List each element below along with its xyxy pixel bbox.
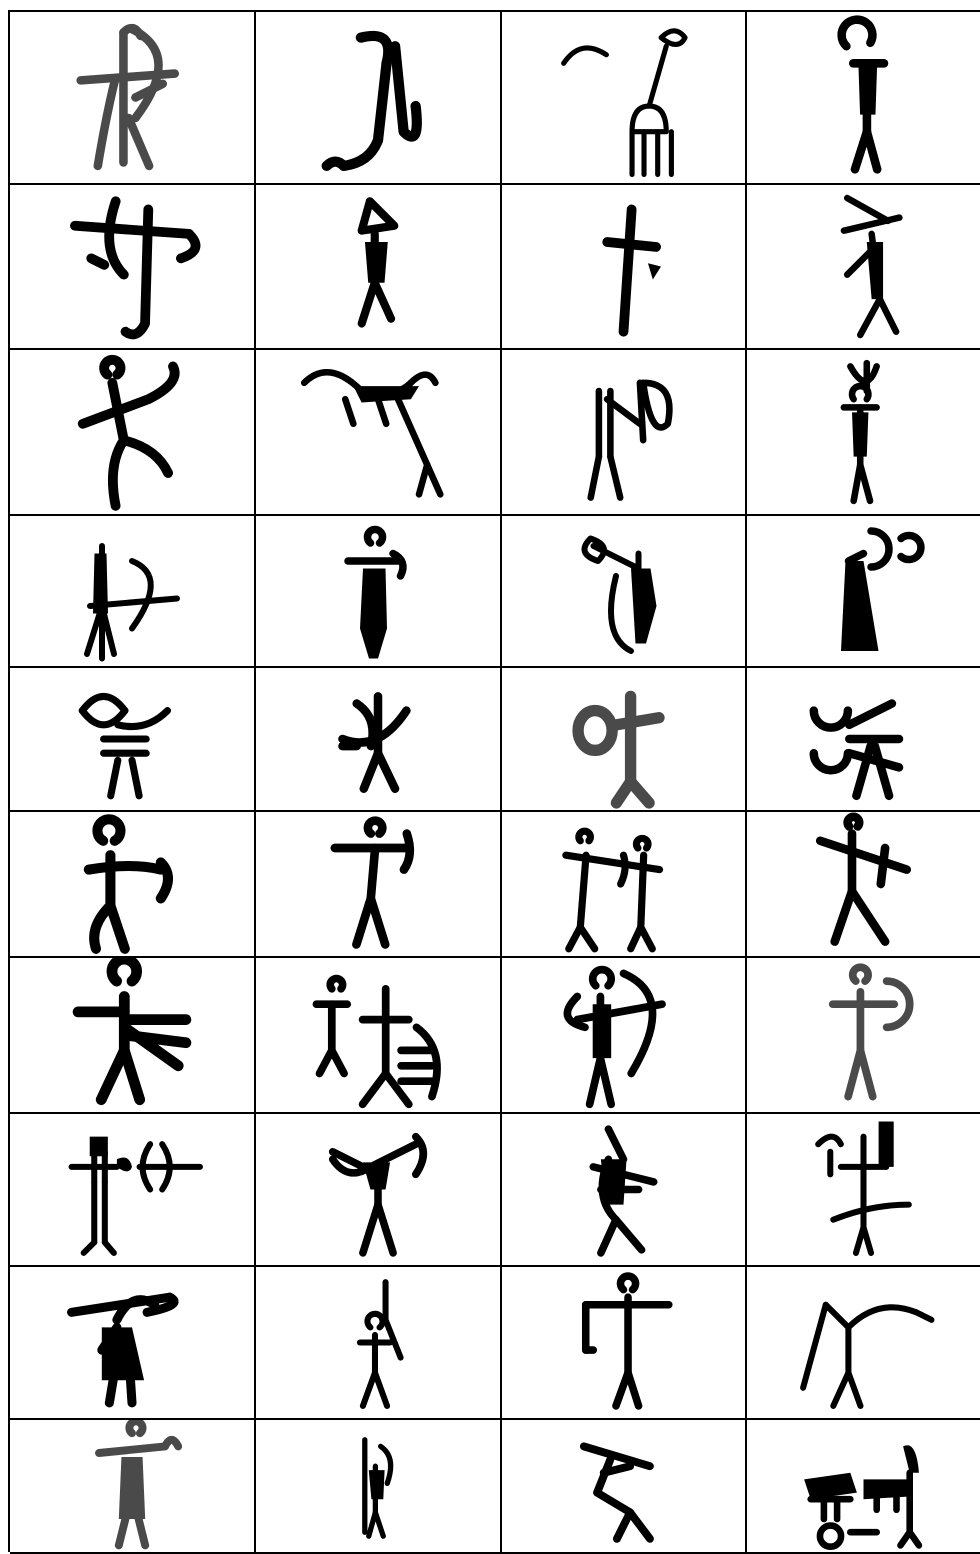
figure-cell-r7-c1 [10, 958, 256, 1114]
figure-cell-r3-c4 [747, 350, 980, 516]
figure-holding-ring-icon [747, 12, 980, 183]
figure-cell-r4-c2 [256, 516, 502, 668]
figure-cell-r3-c2 [256, 350, 502, 516]
figure-cell-r9-c2 [256, 1267, 502, 1420]
figure-with-staff-icon [502, 1267, 745, 1418]
abstract-figure-icon [502, 668, 745, 810]
archer-figure-icon [747, 516, 980, 666]
figure-cell-r10-c2 [256, 1420, 502, 1554]
figure-with-club-icon [747, 1114, 980, 1265]
figure-cell-r1-c4 [747, 12, 980, 185]
running-figure-icon [10, 958, 254, 1112]
archer-figure-icon [10, 516, 254, 666]
archer-figure-icon [502, 516, 745, 666]
archer-figure-icon [747, 185, 980, 348]
figure-with-staff-icon [747, 1267, 980, 1418]
figure-cell-r10-c1 [10, 1420, 256, 1554]
figure-cell-r6-c3 [502, 812, 747, 958]
petroglyph-grid [8, 10, 980, 1552]
archer-figure-icon [10, 812, 254, 956]
figure-with-shield-icon [10, 1267, 254, 1418]
archer-figure-icon [10, 668, 254, 810]
figure-cell-r1-c1 [10, 12, 256, 185]
figure-cell-r3-c1 [10, 350, 256, 516]
archer-figure-icon [256, 516, 500, 666]
two-archers-icon [502, 812, 745, 956]
archer-figure-icon [502, 958, 745, 1112]
figure-cell-r9-c3 [502, 1267, 747, 1420]
figure-cell-r2-c4 [747, 185, 980, 350]
figure-with-bow-icon [10, 185, 254, 348]
figure-cell-r7-c4 [747, 958, 980, 1114]
figure-with-staff-icon [256, 1267, 500, 1418]
figure-cell-r9-c4 [747, 1267, 980, 1420]
figure-cell-r8-c1 [10, 1114, 256, 1267]
figure-cell-r5-c2 [256, 668, 502, 812]
archer-figure-icon [256, 1114, 500, 1265]
figure-cell-r7-c3 [502, 958, 747, 1114]
figure-cell-r5-c4 [747, 668, 980, 812]
archer-figure-icon [10, 1114, 254, 1265]
figure-cell-r8-c3 [502, 1114, 747, 1267]
figure-cell-r9-c1 [10, 1267, 256, 1420]
figure-cell-r4-c3 [502, 516, 747, 668]
figure-with-bow-icon [256, 1420, 500, 1552]
figure-cell-r3-c3 [502, 350, 747, 516]
figure-cell-r6-c4 [747, 812, 980, 958]
figure-cell-r6-c1 [10, 812, 256, 958]
animal-with-figure-icon [256, 350, 500, 514]
figure-raising-ring-icon [256, 185, 500, 348]
figure-on-animal-icon [502, 12, 745, 183]
archer-figure-icon [10, 12, 254, 183]
acrobat-figure-icon [502, 1420, 745, 1552]
figure-with-object-icon [502, 1114, 745, 1265]
figure-cell-r2-c1 [10, 185, 256, 350]
figure-cell-r10-c4 [747, 1420, 980, 1554]
dancing-figure-icon [256, 668, 500, 810]
archer-figure-icon [10, 1420, 254, 1552]
figure-cell-r2-c3 [502, 185, 747, 350]
figure-cell-r5-c1 [10, 668, 256, 812]
figure-cell-r6-c2 [256, 812, 502, 958]
archer-figure-icon [747, 812, 980, 956]
archer-figure-icon [256, 812, 500, 956]
figure-cell-r4-c4 [747, 516, 980, 668]
figure-cell-r2-c2 [256, 185, 502, 350]
animals-hunt-icon [747, 1420, 980, 1552]
abstract-figure-icon [256, 12, 500, 183]
archer-figure-icon [10, 350, 254, 514]
figure-cell-r1-c2 [256, 12, 502, 185]
figures-group-icon [256, 958, 500, 1112]
figure-cell-r7-c2 [256, 958, 502, 1114]
figure-cell-r5-c3 [502, 668, 747, 812]
figure-cell-r10-c3 [502, 1420, 747, 1554]
figure-with-trident-icon [747, 350, 980, 514]
cross-figure-icon [502, 185, 745, 348]
figure-cell-r1-c3 [502, 12, 747, 185]
seated-archer-icon [502, 350, 745, 514]
archer-figure-icon [747, 958, 980, 1112]
archer-figure-icon [747, 668, 980, 810]
figure-cell-r8-c4 [747, 1114, 980, 1267]
figure-cell-r4-c1 [10, 516, 256, 668]
figure-cell-r8-c2 [256, 1114, 502, 1267]
